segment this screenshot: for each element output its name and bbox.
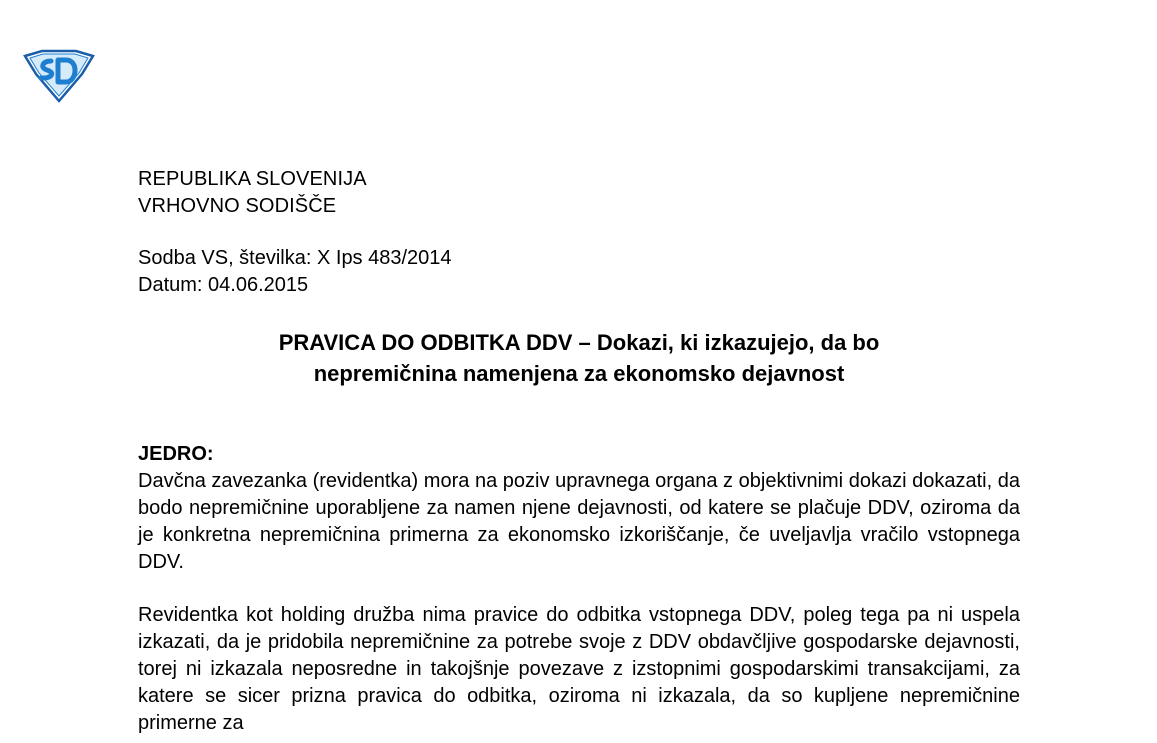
case-info [138, 245, 452, 299]
summary-paragraph-2: Revidentka kot holding družba nima pravice do odbitka vstopnega DDV, poleg tega pa ni uspela izkazati, da je pridobila nepremičnine za potrebe svoje z DDV obdavčljive gospodarske dejavnosti, torej ni izkazala neposredne in takojšnje povezave z izstopnimi gospodarskimi transakcijami, za katere se sicer prizna pravica do odbitka, oziroma ni izkazala, da so kupljene nepremičnine primerne za [138, 604, 1020, 734]
title-line-2: nepremičnina namenjena za ekonomsko dejavnost [313, 361, 845, 386]
section-heading-jedro: JEDRO: [138, 443, 214, 465]
case-date: Datum: 04.06.2015 [138, 274, 309, 296]
summary-paragraph-1: Davčna zavezanka (revidentka) mora na poziv upravnega organa z objektivnimi dokazi dokazati, da bodo nepremičnine uporabljene za namen njene dejavnosti, od katere se plačuje DDV, oziroma da je konkretna nepremičnina primerna za ekonomsko izkoriščanje, če uveljavlja vračilo vstopnega DDV. [138, 470, 1020, 573]
document-title [138, 327, 1020, 389]
court-name: VRHOVNO SODIŠČE [138, 195, 337, 217]
title-line-1: PRAVICA DO ODBITKA DDV – Dokazi, ki izkazujejo, da bo [278, 330, 880, 355]
court-header [138, 166, 367, 220]
court-logo-icon [22, 48, 96, 104]
case-number: Sodba VS, številka: X Ips 483/2014 [138, 247, 452, 269]
country-name: REPUBLIKA SLOVENIJA [138, 168, 367, 190]
